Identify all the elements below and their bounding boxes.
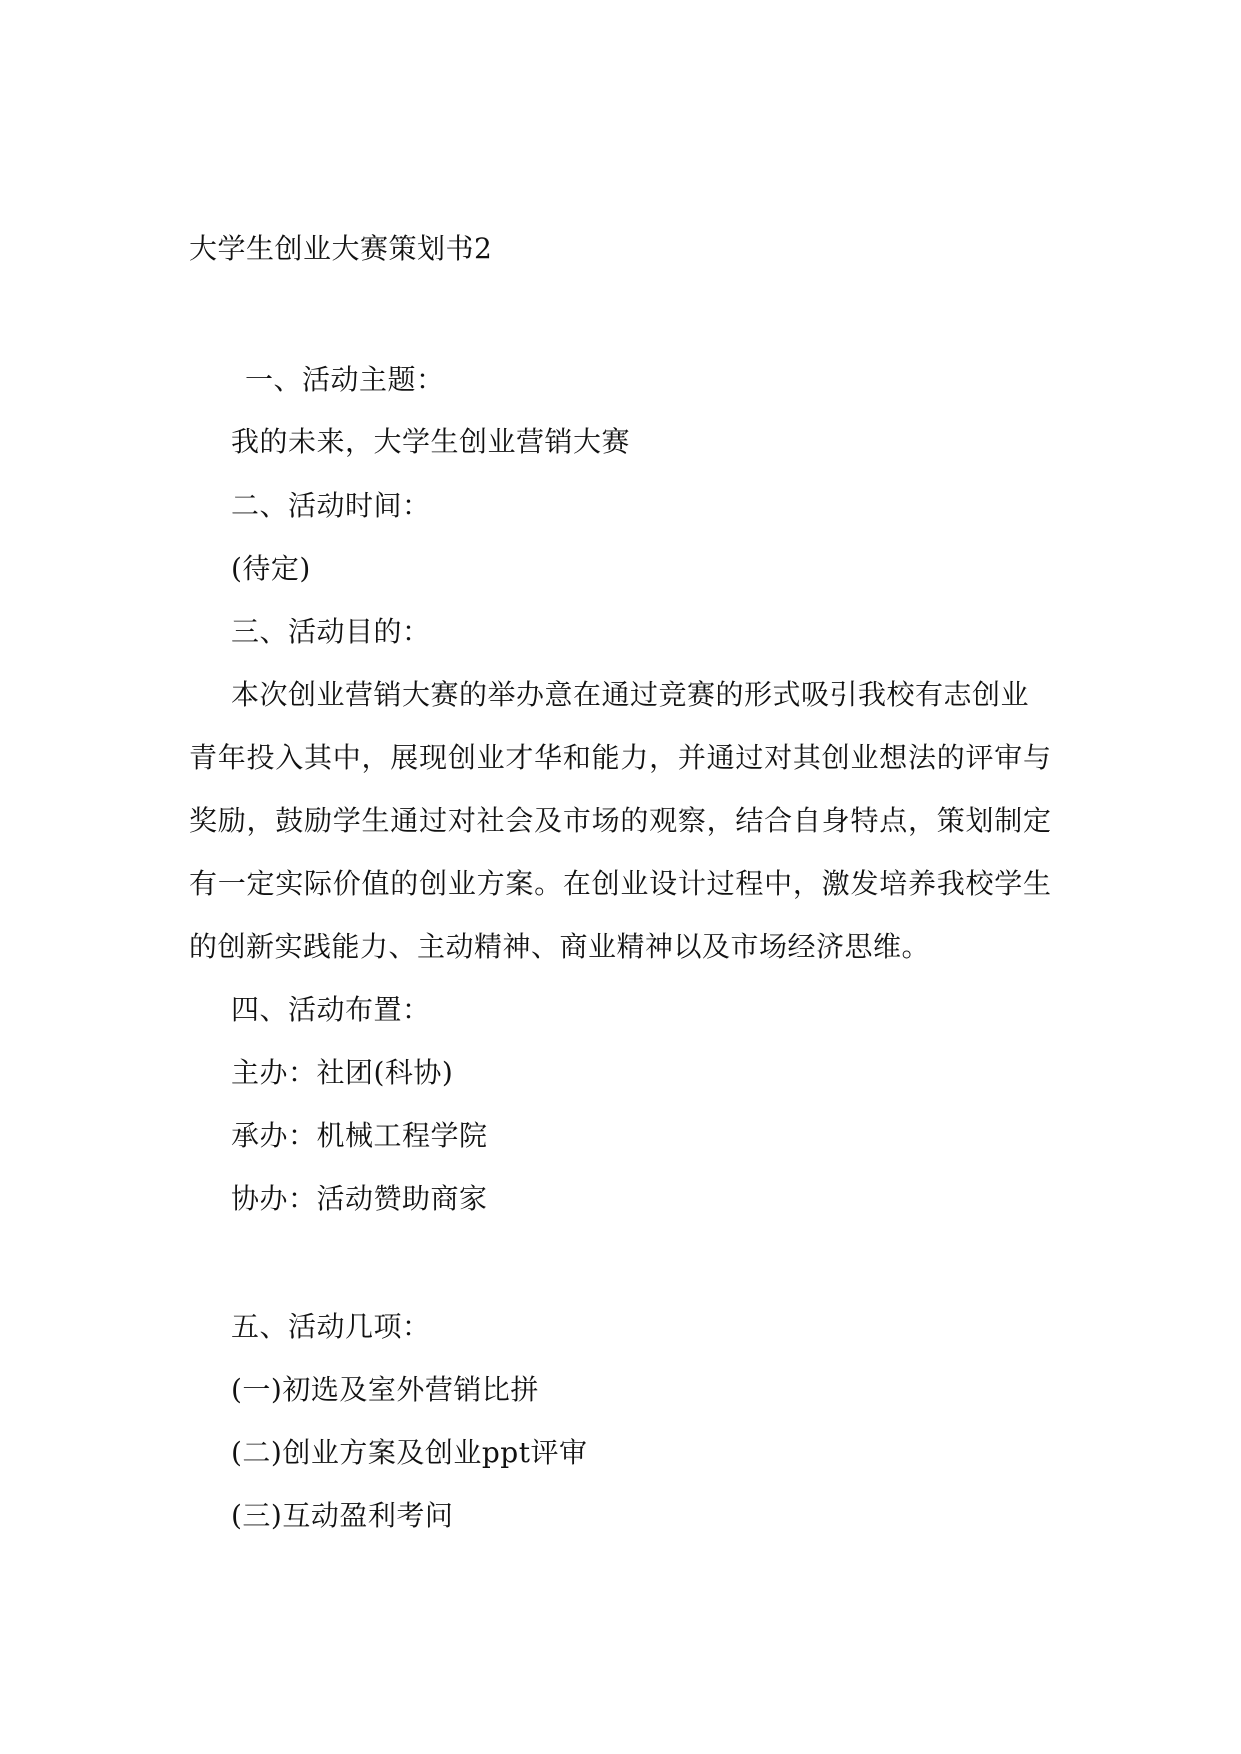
section-heading-time: 二、活动时间： [231, 489, 431, 522]
purpose-line-5: 的创新实践能力、主动精神、商业精神以及市场经济思维。 [189, 930, 931, 963]
section-heading-purpose: 三、活动目的： [231, 615, 431, 648]
item-2: (二)创业方案及创业ppt评审 [231, 1436, 588, 1469]
section-heading-theme: 一、活动主题： [245, 363, 445, 396]
item-3: (三)互动盈利考问 [231, 1499, 454, 1532]
time-text: (待定) [231, 552, 311, 585]
section-heading-items: 五、活动几项： [231, 1310, 431, 1343]
theme-text: 我的未来，大学生创业营销大赛 [231, 425, 631, 458]
host-text: 承办：机械工程学院 [231, 1119, 488, 1152]
co-organizer-text: 协办：活动赞助商家 [231, 1182, 488, 1215]
purpose-line-3: 奖励，鼓励学生通过对社会及市场的观察，结合自身特点，策划制定 [189, 804, 1051, 837]
section-heading-arrangement: 四、活动布置： [231, 993, 431, 1026]
item-1: (一)初选及室外营销比拼 [231, 1373, 539, 1406]
document-title: 大学生创业大赛策划书2 [189, 232, 493, 265]
organizer-text: 主办：社团(科协) [231, 1056, 454, 1089]
purpose-line-4: 有一定实际价值的创业方案。在创业设计过程中，激发培养我校学生 [189, 867, 1051, 900]
purpose-line-2: 青年投入其中，展现创业才华和能力，并通过对其创业想法的评审与 [189, 741, 1051, 774]
purpose-line-1: 本次创业营销大赛的举办意在通过竞赛的形式吸引我校有志创业 [231, 678, 1030, 711]
